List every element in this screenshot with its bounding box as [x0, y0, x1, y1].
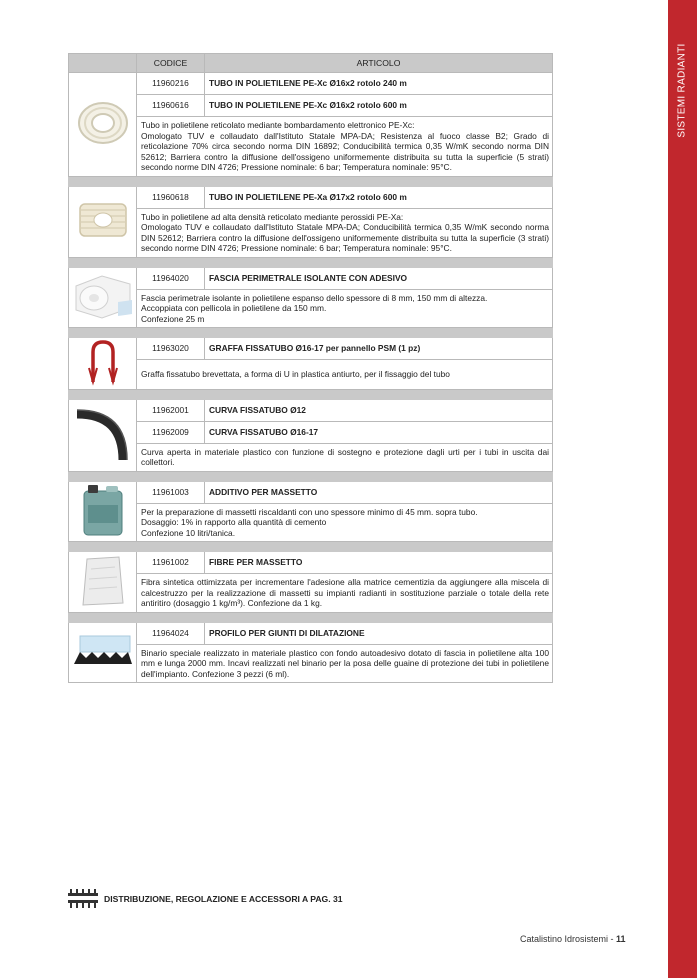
product-image-cell [69, 552, 137, 613]
section-label-text: SISTEMI RADIANTI [677, 42, 689, 138]
product-row [69, 399, 553, 421]
product-description [137, 443, 553, 471]
description-line: Tubo in polietilene ad alta densità reticolato mediante perossidi PE-Xa: [141, 211, 404, 222]
description-line: Fascia perimetrale isolante in polietilene espanso dello spessore di 8 mm, 150 mm di altezza. [141, 292, 488, 303]
description-row [69, 644, 553, 683]
description-line: Curva aperta in materiale plastico con funzione di sostegno e protezione dagli urti per i tubi in uscita dai collettori. [141, 446, 549, 467]
fiber-bag-icon [79, 601, 127, 611]
product-code: 11960216 [137, 73, 205, 95]
description-line: Fibra sintetica ottimizzata per incrementare l'adesione alla matrice cementizia da aggiungere alla miscela di calcestruzzo per la realizzazione di massetti su impianti radianti in sostituzione parziale o totale della rete antiritiro (dosaggio 1 kg/m³). Confezione da 1 kg. [141, 577, 549, 608]
canister-icon [78, 529, 128, 539]
description-line: Tubo in polietilene reticolato mediante bombardamento elettronico PE-Xc: [141, 120, 415, 130]
product-row [69, 186, 553, 208]
description-row [69, 208, 553, 257]
group-separator [69, 389, 553, 399]
product-description [137, 208, 553, 257]
section-label [668, 20, 697, 160]
separator-cell [69, 542, 553, 552]
product-description [137, 503, 553, 542]
description-row [69, 289, 553, 328]
description-line: Omologato TUV e collaudato dall'Istituto Statale MPA-DA; Conducibilità termica 0,35 W/mK secondo norma DIN 52612; Barriera contro la diffusione dell'ossigeno uniformemente distribuita su tutta la superficie (3 strati) secondo norme DIN 4726; Pressione nominale: 6 bar; Temperatura nominale: 95°C. [141, 222, 549, 253]
separator-cell [69, 612, 553, 622]
product-code: 11961003 [137, 481, 205, 503]
description-line: Dosaggio: 1% in rapporto alla quantità di cemento [141, 517, 327, 527]
u-clip-icon [83, 378, 123, 388]
page-number: 11 [616, 934, 626, 944]
product-row [69, 267, 553, 289]
group-separator [69, 328, 553, 338]
perimeter-band-icon [72, 314, 134, 324]
product-description [137, 117, 553, 177]
product-name: TUBO IN POLIETILENE PE-Xc Ø16x2 rotolo 600 m [205, 95, 553, 117]
product-code: 11964020 [137, 267, 205, 289]
product-row [69, 338, 553, 360]
description-line: Confezione 10 litri/tanica. [141, 527, 236, 538]
description-line: Confezione 25 m [141, 313, 205, 324]
product-name: TUBO IN POLIETILENE PE-Xa Ø17x2 rotolo 600 m [205, 186, 553, 208]
product-code: 11960618 [137, 186, 205, 208]
product-code: 11962009 [137, 421, 205, 443]
product-name: FASCIA PERIMETRALE ISOLANTE CON ADESIVO [205, 267, 553, 289]
expansion-profile-icon [72, 660, 134, 670]
product-image-cell [69, 186, 137, 257]
separator-cell [69, 389, 553, 399]
product-description [137, 644, 553, 683]
product-description [137, 289, 553, 328]
table-header-row [69, 54, 553, 73]
product-row [69, 552, 553, 574]
product-row [69, 622, 553, 644]
header-code: CODICE [137, 54, 205, 73]
product-image-cell [69, 622, 137, 683]
product-image-cell [69, 338, 137, 390]
product-name: CURVA FISSATUBO Ø12 [205, 399, 553, 421]
product-image-cell [69, 481, 137, 542]
product-description [137, 360, 553, 390]
product-name: TUBO IN POLIETILENE PE-Xc Ø16x2 rotolo 240 m [205, 73, 553, 95]
separator-cell [69, 471, 553, 481]
group-separator [69, 471, 553, 481]
pipe-bend-icon [71, 454, 135, 464]
product-code: 11960616 [137, 95, 205, 117]
product-code: 11961002 [137, 552, 205, 574]
product-name: ADDITIVO PER MASSETTO [205, 481, 553, 503]
footer-note [68, 889, 343, 909]
description-row [69, 117, 553, 177]
manifold-icon [68, 889, 98, 909]
separator-cell [69, 257, 553, 267]
product-code: 11963020 [137, 338, 205, 360]
product-image-cell [69, 399, 137, 471]
pipe-coil-icon [74, 139, 132, 149]
group-separator [69, 542, 553, 552]
product-name: FIBRE PER MASSETTO [205, 552, 553, 574]
product-description [137, 574, 553, 613]
header-article: ARTICOLO [205, 54, 553, 73]
product-code: 11962001 [137, 399, 205, 421]
group-separator [69, 176, 553, 186]
description-row [69, 443, 553, 471]
description-line: Accoppiata con pellicola in polietilene da 150 mm. [141, 303, 327, 313]
separator-cell [69, 328, 553, 338]
header-image [69, 54, 137, 73]
description-row [69, 360, 553, 390]
product-name: PROFILO PER GIUNTI DI DILATAZIONE [205, 622, 553, 644]
group-separator [69, 257, 553, 267]
product-row [69, 481, 553, 503]
description-line: Graffa fissatubo brevettata, a forma di U in plastica antiurto, per il fissaggio del tubo [141, 369, 450, 379]
separator-cell [69, 176, 553, 186]
description-line: Omologato TUV e collaudato dall'Istituto Statale MPA-DA; Resistenza al fuoco classe B2; Grado di reticolazione 70% circa secondo norma DIN 16892; Conducibilità termica 0,35 W/mK secondo norma DIN 52612; Barriera contro la diffusione dell'ossigeno uniformemente distribuita su tutta la superficie (5 strati) secondo norme DIN 4726; Pressione nominale: 6 bar; Temperatura nominale: 95°C. [141, 130, 549, 172]
description-line: Binario speciale realizzato in materiale plastico con fondo autoadesivo dotato di fascia in polietilene alta 100 mm e lunga 2000 mm. Incavi realizzati nel binario per la posa delle guaine di protezione dei tubi in polietilene dell'impianto. Confezione 3 pezzi (6 ml). [141, 647, 549, 679]
product-name: CURVA FISSATUBO Ø16-17 [205, 421, 553, 443]
product-image-cell [69, 267, 137, 328]
description-row [69, 503, 553, 542]
product-row [69, 73, 553, 95]
page-footer [520, 934, 626, 944]
product-image-cell [69, 73, 137, 177]
group-separator [69, 612, 553, 622]
product-code: 11964024 [137, 622, 205, 644]
footer-note-text: DISTRIBUZIONE, REGOLAZIONE E ACCESSORI A PAG. 31 [104, 894, 343, 904]
description-line: Per la preparazione di massetti riscaldanti con uno spessore minimo di 45 mm. sopra tubo. [141, 506, 478, 517]
catalog-name: Catalistino Idrosistemi - [520, 934, 617, 944]
product-row [69, 421, 553, 443]
description-row [69, 574, 553, 613]
pipe-bundle-icon [74, 236, 132, 246]
product-row [69, 95, 553, 117]
product-name: GRAFFA FISSATUBO Ø16-17 per pannello PSM (1 pz) [205, 338, 553, 360]
product-table [68, 53, 553, 683]
